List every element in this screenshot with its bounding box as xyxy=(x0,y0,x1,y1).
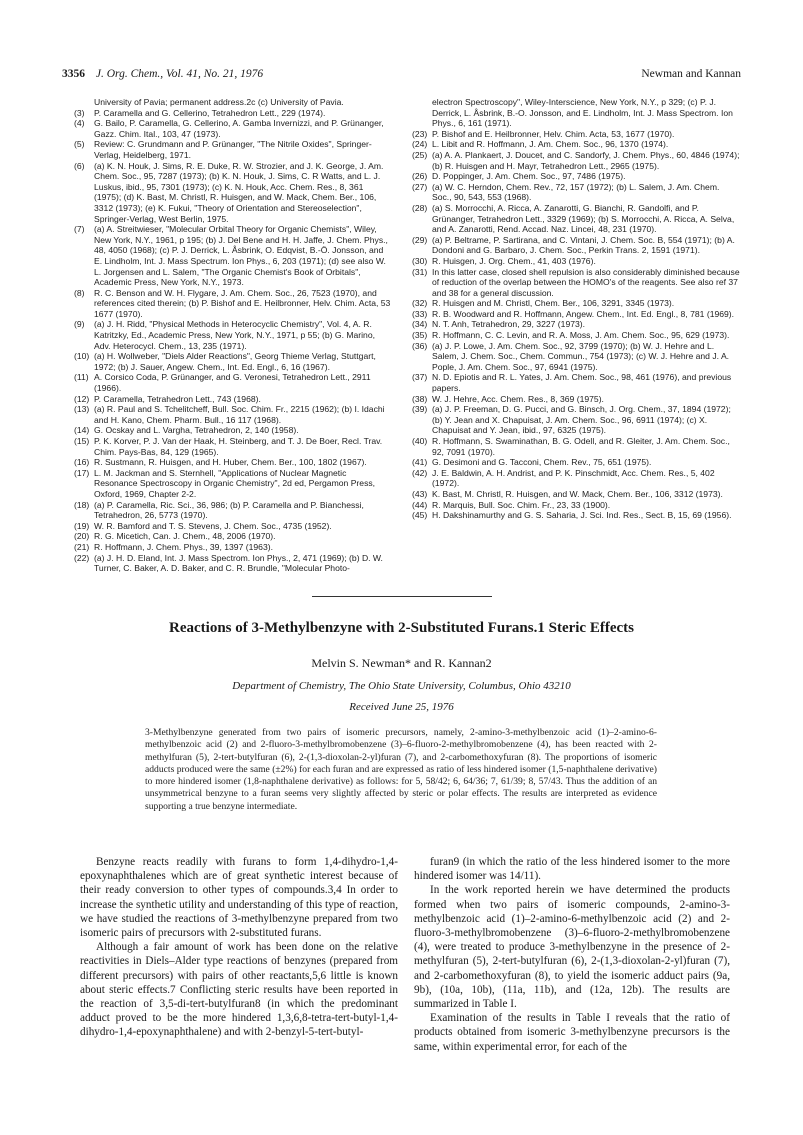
reference-text: K. Bast, M. Christl, R. Huisgen, and W. Mack, Chem. Ber., 106, 3312 (1973). xyxy=(432,488,723,499)
body-right-column xyxy=(414,855,730,1054)
reference-item xyxy=(74,404,392,425)
reference-number: (13) xyxy=(74,404,90,415)
reference-number: (7) xyxy=(74,224,85,235)
reference-item xyxy=(74,319,392,351)
running-authors: Newman and Kannan xyxy=(641,68,741,80)
reference-text: R. Hoffmann, J. Chem. Phys., 39, 1397 (1963). xyxy=(94,541,273,552)
reference-number: (20) xyxy=(74,531,90,542)
reference-text: P. Caramella, Tetrahedron Lett., 743 (1968). xyxy=(94,393,261,404)
reference-text: R. C. Benson and W. H. Flygare, J. Am. Chem. Soc., 26, 7523 (1970), and references cited therein; (b) P. Bishof and E. Heilbronner, Helv. Chim. Acta, 53 1677 (1970). xyxy=(94,287,391,319)
reference-text: R. Marquis, Bull. Soc. Chim. Fr., 23, 33 (1900). xyxy=(432,499,611,510)
received-date: Received June 25, 1976 xyxy=(349,701,454,713)
reference-number: (28) xyxy=(412,202,428,213)
reference-item xyxy=(74,108,392,119)
reference-item xyxy=(74,372,392,393)
reference-text: G. Desimoni and G. Tacconi, Chem. Rev., 75, 651 (1975). xyxy=(432,457,652,468)
reference-item xyxy=(74,161,392,225)
reference-number: (21) xyxy=(74,541,90,552)
journal-citation: J. Org. Chem., Vol. 41, No. 21, 1976 xyxy=(95,68,264,80)
reference-text: P. Caramella and G. Cellerino, Tetrahedron Lett., 229 (1974). xyxy=(94,107,326,118)
reference-text: (a) R. Paul and S. Tchelitcheff, Bull. Soc. Chim. Fr., 2215 (1962); (b) I. Idachi and H. Kano, Chem. Pharm. Bull., 16 117 (1968). xyxy=(94,404,385,425)
reference-item xyxy=(74,531,392,542)
article-authors: Melvin S. Newman* and R. Kannan2 xyxy=(311,656,492,670)
reference-item xyxy=(74,468,392,500)
reference-text: R. B. Woodward and R. Hoffmann, Angew. Chem., Int. Ed. Engl., 8, 781 (1969). xyxy=(432,308,735,319)
reference-number: (44) xyxy=(412,499,428,510)
references-left-column xyxy=(74,97,392,574)
header-left xyxy=(62,68,263,80)
reference-item xyxy=(412,404,740,436)
reference-number: (5) xyxy=(74,139,85,150)
body-paragraph: Examination of the results in Table I reveals that the ratio of products obtained from isomeric 3-methylbenzyne precursors is the same, within experimental error, for each of the xyxy=(414,1012,730,1053)
reference-item xyxy=(412,182,740,203)
reference-number: (6) xyxy=(74,160,85,171)
abstract: 3-Methylbenzyne generated from two pairs of isomeric precursors, namely, 2-amino-3-methylbenzoic acid (1)–2-amino-6-methylbenzoic acid (2) and 2-fluoro-3-methylbromobenzene (3)–6-fluoro-2-methylbromobenzene (4), has been reacted with 2-methylfuran (5), 2-tert-butylfuran (6), 2-(1,3-dioxolan-2-yl)furan (7), and 2-carbomethoxyfuran (8). The proportions of isomeric adducts produced were the same (±2%) for each furan and are expressed as ratio of less hindered isomer (1,5-naphthalene derivative) to more hindered isomer (1,8-naphthalene derivative) as follows: for 5, 58/42; 6, 64/36; 7, 61/39; 8, 57/43. Thus the addition of an unsymmetrical benzyne to a furan seems very slightly affected by steric or polar effects. The results are interpreted as evidence supporting a true benzyne intermediate. xyxy=(145,727,657,812)
reference-number: (15) xyxy=(74,436,90,446)
reference-item xyxy=(74,394,392,405)
reference-text: H. Dakshinamurthy and G. S. Saharia, J. Sci. Ind. Res., Sect. B, 15, 69 (1956). xyxy=(432,510,732,521)
reference-text: R. G. Micetich, Can. J. Chem., 48, 2006 (1970). xyxy=(94,531,276,542)
reference-text: (a) P. Caramella, Ric. Sci., 36, 986; (b) P. Caramella and P. Bianchessi, Tetrahedron, 26, 5773 (1970). xyxy=(94,499,364,521)
reference-text: R. Huisgen, J. Org. Chem., 41, 403 (1976). xyxy=(432,255,596,266)
reference-item xyxy=(74,288,392,320)
reference-number: (45) xyxy=(412,510,428,521)
reference-number: (17) xyxy=(74,467,90,478)
reference-text: L. Libit and R. Hoffmann, J. Am. Chem. Soc., 96, 1370 (1974). xyxy=(432,139,669,150)
reference-number: (40) xyxy=(412,436,428,446)
reference-number: (23) xyxy=(412,128,428,139)
reference-item xyxy=(412,171,740,182)
reference-number: (39) xyxy=(412,404,428,415)
reference-text: W. J. Hehre, Acc. Chem. Res., 8, 369 (1975). xyxy=(432,393,604,404)
reference-item xyxy=(412,150,740,171)
reference-item xyxy=(412,436,740,457)
reference-text: D. Poppinger, J. Am. Chem. Soc., 97, 7486 (1975). xyxy=(432,171,626,182)
body-left-column xyxy=(80,855,398,1040)
reference-item xyxy=(74,457,392,468)
reference-text: (a) A. A. Plankaert, J. Doucet, and C. Sandorfy, J. Chem. Phys., 60, 4846 (1974); (b) R. Huisgen and H. Mayr, Tetrahedron Lett., 2965 (1975). xyxy=(432,149,740,171)
reference-number: (42) xyxy=(412,467,428,478)
reference-number: (26) xyxy=(412,171,428,182)
reference-number: (24) xyxy=(412,139,428,150)
page-number: 3356 xyxy=(62,68,85,80)
reference-number: (10) xyxy=(74,351,90,362)
reference-text: (a) S. Morrocchi, A. Ricca, A. Zanarotti, G. Bianchi, R. Gandolfi, and P. Grünanger, Tetrahedron Lett., 3329 (1969); (b) S. Morrocchi, A. Ricca, A. Selva, and A. Zanarotti, Rend. Accad. Naz. Lincei, 48, 231 (1970). xyxy=(432,202,735,235)
reference-number: (32) xyxy=(412,298,428,309)
reference-item xyxy=(74,351,392,372)
reference-text: R. Hoffmann, S. Swaminathan, B. G. Odell, and R. Gleiter, J. Am. Chem. Soc., 92, 7091 (1970). xyxy=(432,436,730,457)
reference-item xyxy=(412,510,740,521)
reference-number: (25) xyxy=(412,149,428,160)
reference-item xyxy=(412,139,740,150)
reference-text: (a) J. P. Freeman, D. G. Pucci, and G. Binsch, J. Org. Chem., 37, 1894 (1972); (b) Y. Jean and X. Chapuisat, J. Am. Chem. Soc., 96, 6911 (1974); (c) X. Chapuisat and Y. Jean, ibid., 97, 6325 (1975). xyxy=(432,404,731,436)
reference-text: G. Bailo, P. Caramella, G. Cellerino, A. Gamba Invernizzi, and P. Grünanger, Gazz. Chim. Ital., 103, 47 (1973). xyxy=(94,118,384,139)
reference-item xyxy=(74,139,392,160)
reference-text: electron Spectroscopy", Wiley-Interscience, New York, N.Y., p 329; (c) P. J. Derrick, L. Åsbrink, B.-O. Jonsson, and E. Lindholm, Int. J. Mass Spectrom. Ion Phys., 6, 161 (1971). xyxy=(432,97,733,129)
reference-item xyxy=(412,468,740,489)
reference-number: (16) xyxy=(74,457,90,468)
author-affiliation: Department of Chemistry, The Ohio State University, Columbus, Ohio 43210 xyxy=(232,680,571,692)
reference-number: (27) xyxy=(412,181,428,192)
reference-text: N. T. Anh, Tetrahedron, 29, 3227 (1973). xyxy=(432,319,586,330)
reference-text: (a) P. Beltrame, P. Sartirana, and C. Vintani, J. Chem. Soc. B, 554 (1971); (b) A. Dondoni and G. Barbaro, J. Chem. Soc., Perkin Trans. 2, 1591 (1971). xyxy=(432,234,735,256)
reference-item xyxy=(74,118,392,139)
reference-text: J. E. Baldwin, A. H. Andrist, and P. K. Pinschmidt, Acc. Chem. Res., 5, 402 (1972). xyxy=(432,467,715,489)
reference-text: P. K. Korver, P. J. Van der Haak, H. Steinberg, and T. J. De Boer, Recl. Trav. Chim. Pays-Bas, 84, 129 (1965). xyxy=(94,436,383,457)
reference-item xyxy=(412,394,740,405)
reference-text: A. Corsico Coda, P. Grünanger, and G. Veronesi, Tetrahedron Lett., 2911 (1966). xyxy=(94,372,371,394)
reference-number: (35) xyxy=(412,330,428,341)
reference-number: (43) xyxy=(412,488,428,499)
reference-text: (a) H. Wollweber, "Diels Alder Reactions", Georg Thieme Verlag, Stuttgart, 1972; (b) J. Sauer, Angew. Chem., Int. Ed. Engl., 6, 16 (1967). xyxy=(94,351,376,372)
reference-text: R. Hoffmann, C. C. Levin, and R. A. Moss, J. Am. Chem. Soc., 95, 629 (1973). xyxy=(432,330,730,341)
reference-item xyxy=(412,298,740,309)
reference-text: (a) W. C. Herndon, Chem. Rev., 72, 157 (1972); (b) L. Salem, J. Am. Chem. Soc., 90, 543, 553 (1968). xyxy=(432,181,720,203)
reference-item xyxy=(74,224,392,288)
reference-text: G. Ocskay and L. Vargha, Tetrahedron, 2, 140 (1958). xyxy=(94,425,299,436)
reference-text: (a) J. P. Lowe, J. Am. Chem. Soc., 92, 3799 (1970); (b) W. J. Hehre and L. Salem, J. Chem. Soc., Chem. Commun., 754 (1973); (c) W. J. Hehre and J. A. Pople, J. Am. Chem. Soc., 97, 6941 (1975). xyxy=(432,340,730,372)
reference-text: R. Huisgen and M. Christl, Chem. Ber., 106, 3291, 3345 (1973). xyxy=(432,298,675,309)
reference-item xyxy=(412,319,740,330)
reference-number: (41) xyxy=(412,457,428,468)
body-paragraph: furan9 (in which the ratio of the less hindered isomer to the more hindered isomer was 14/11). xyxy=(414,856,730,883)
reference-item xyxy=(412,372,740,393)
reference-item xyxy=(74,553,392,574)
reference-item xyxy=(74,521,392,532)
reference-text: (a) A. Streitwieser, "Molecular Orbital Theory for Organic Chemists", Wiley, New York, N.Y., 1961, p 195; (b) J. Del Bene and H. H. Jaffe, J. Chem. Phys., 48, 4050 (1968); (c) P. J. Derrick, L. Åsbrink, O. Edqvist, B.-Ö. Jonsson, and E. Lindholm, Int. J. Mass Spectrum. Ion Phys., 6, 203 (1971); (d) see also W. L. Jorgensen and L. Salem, "The Organic Chemist's Book of Orbitals", Academic Press, New York, N.Y., 1973. xyxy=(94,224,388,288)
reference-item xyxy=(74,500,392,521)
reference-item xyxy=(74,436,392,457)
reference-item xyxy=(412,341,740,373)
reference-item xyxy=(412,309,740,320)
reference-item xyxy=(412,267,740,299)
reference-item xyxy=(74,97,392,108)
reference-number: (31) xyxy=(412,266,428,277)
reference-number: (8) xyxy=(74,287,85,298)
body-paragraph: Benzyne reacts readily with furans to form 1,4-dihydro-1,4-epoxynaphthalenes which are of great synthetic interest because of their ready conversion to other types of compounds.3,4 In order to increase the synthetic utility and understanding of this type of reaction, we have studied the reactions of 3-methylbenzyne prepared from two isomeric pairs of precursors with 2-substituted furans. xyxy=(80,856,398,940)
reference-text: (a) J. H. Ridd, "Physical Methods in Heterocyclic Chemistry", Vol. 4, A. R. Katritzky, Ed., Academic Press, New York, N.Y., 1971, p 55; (b) G. Marino, Adv. Heterocycl. Chem., 13, 235 (1971). xyxy=(94,319,376,351)
reference-text: L. M. Jackman and S. Sternhell, "Applications of Nuclear Magnetic Resonance Spectroscopy in Organic Chemistry", 2d ed, Pergamon Press, Oxford, 1969, Chapter 2-2. xyxy=(94,467,376,499)
reference-item xyxy=(74,425,392,436)
reference-number: (9) xyxy=(74,319,85,330)
reference-item xyxy=(412,203,740,235)
reference-item xyxy=(412,256,740,267)
reference-number: (33) xyxy=(412,308,428,319)
references-right-column xyxy=(412,97,740,521)
reference-text: W. R. Bamford and T. S. Stevens, J. Chem. Soc., 4735 (1952). xyxy=(94,520,332,531)
body-paragraph: Although a fair amount of work has been done on the relative reactivities in Diels–Alder type reactions of benzynes (prepared from different precursors) with pairs of other reactants,5,6 little is known about steric effects.7 Conflicting steric results have been reported in the reaction of 3,5-di-tert-butylfuran8 (in which the predominant adduct proved to be the more hindered 1,3,6,8-tetra-tert-butyl-1,4-dihydro-1,4-epoxynaphthalene) and with 2-benzyl-5-tert-butyl- xyxy=(80,941,398,1039)
section-divider xyxy=(312,596,492,597)
reference-number: (4) xyxy=(74,118,85,129)
reference-number: (3) xyxy=(74,107,85,118)
reference-item xyxy=(412,457,740,468)
reference-number: (19) xyxy=(74,520,90,531)
reference-number: (38) xyxy=(412,393,428,404)
reference-number: (34) xyxy=(412,319,428,330)
reference-text: N. D. Epiotis and R. L. Yates, J. Am. Chem. Soc., 98, 461 (1976), and previous papers. xyxy=(432,372,732,394)
reference-text: P. Bishof and E. Heilbronner, Helv. Chim. Acta, 53, 1677 (1970). xyxy=(432,128,675,139)
reference-text: R. Sustmann, R. Huisgen, and H. Huber, Chem. Ber., 100, 1802 (1967). xyxy=(94,457,367,468)
reference-number: (11) xyxy=(74,372,89,383)
reference-number: (29) xyxy=(412,234,428,245)
body-paragraph: In the work reported herein we have determined the products formed when two pairs of isomeric compounds, 2-amino-3-methylbenzoic acid (1)–2-amino-6-methylbenzoic acid (2) and 2-fluoro-3-methylbromobenzene (3)–6-fluoro-2-methylbromobenzene (4), were treated to produce 3-methylbenzyne in the presence of 2-methylfuran (5), 2-tert-butylfuran (6), 2-(1,3-dioxolan-2-yl)furan (7), and 2-carbomethoxyfuran (8), to yield the isomeric adduct pairs (9a, 9b), (10a, 10b), (11a, 11b), and (12a, 12b). The results are summarized in Table I. xyxy=(414,884,730,1011)
reference-text: Review: C. Grundmann and P. Grünanger, "The Nitrile Oxides", Springer-Verlag, Heidelberg, 1971. xyxy=(94,139,372,160)
reference-number: (14) xyxy=(74,425,90,436)
reference-number: (37) xyxy=(412,372,428,383)
article-title: Reactions of 3-Methylbenzyne with 2-Substituted Furans.1 Steric Effects xyxy=(169,620,634,636)
reference-text: (a) J. H. D. Eland, Int. J. Mass Spectrom. Ion Phys., 2, 471 (1969); (b) D. W. Turner, C. Baker, A. D. Baker, and C. R. Brundle, "Molecular Photo- xyxy=(94,552,383,574)
reference-item xyxy=(74,542,392,553)
reference-item xyxy=(412,129,740,140)
reference-item xyxy=(412,500,740,511)
reference-item xyxy=(412,330,740,341)
page-header xyxy=(62,68,741,84)
reference-text: (a) K. N. Houk, J. Sims, R. E. Duke, R. W. Strozier, and J. K. George, J. Am. Chem. Soc., 95, 7287 (1973); (b) K. N. Houk, J. Sims, C. R Watts, and L. J. Luskus, ibid., 95, 7301 (1973); (c) K. N. Houk, Acc. Chem. Res., 8, 361 (1975); (d) K. Bast, M. Christl, R. Huisgen, and W. Mack, Chem. Ber., 106, 3312 (1973); (e) K. Fukui, "Theory of Orientation and Stereoselection", Springer-Verlag, West Berlin, 1975. xyxy=(94,160,384,224)
reference-text: In this latter case, closed shell repulsion is also considerably diminished because of reduction of the overlap between the HOMO's of the reagents. See also ref 37 and 38 for a general discussion. xyxy=(432,266,740,298)
reference-number: (12) xyxy=(74,393,90,404)
reference-text: University of Pavia; permanent address.2c (c) University of Pavia. xyxy=(94,97,344,107)
reference-number: (30) xyxy=(412,255,428,266)
reference-number: (22) xyxy=(74,552,90,563)
reference-number: (36) xyxy=(412,340,428,351)
reference-item xyxy=(412,97,740,129)
reference-item xyxy=(412,489,740,500)
reference-item xyxy=(412,235,740,256)
reference-number: (18) xyxy=(74,499,90,510)
